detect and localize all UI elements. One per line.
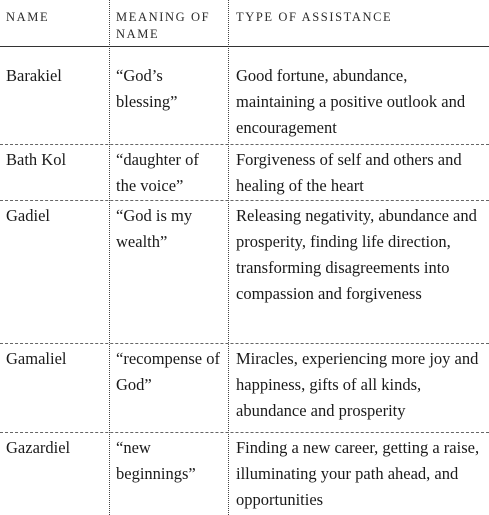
angel-assistance: Miracles, experiencing more joy and happiness, gifts of all kinds, abundance and prosperity xyxy=(236,349,479,420)
row-divider xyxy=(0,144,489,145)
angel-meaning: “God’s blessing” xyxy=(116,66,178,111)
angel-meaning: “new beginnings” xyxy=(116,438,196,483)
angel-name: Bath Kol xyxy=(6,150,67,169)
angel-name: Gazardiel xyxy=(6,438,71,457)
angel-meaning: “God is my wealth” xyxy=(116,206,193,251)
row-divider xyxy=(0,432,489,433)
header-assistance: TYPE OF ASSISTANCE xyxy=(236,10,393,24)
row-divider xyxy=(0,200,489,201)
angel-meaning: “recompense of God” xyxy=(116,349,220,394)
row-divider xyxy=(0,343,489,344)
header-meaning: MEANING OF NAME xyxy=(116,10,211,41)
angel-assistance: Finding a new career, getting a raise, illuminating your path ahead, and opportunities xyxy=(236,438,480,509)
header-name: NAME xyxy=(6,10,50,24)
angel-meaning: “daughter of the voice” xyxy=(116,150,199,195)
angel-name: Barakiel xyxy=(6,66,62,85)
angel-assistance: Forgiveness of self and others and healing of the heart xyxy=(236,150,462,195)
angel-name: Gadiel xyxy=(6,206,50,225)
column-divider-2 xyxy=(228,0,229,515)
column-divider-1 xyxy=(109,0,110,515)
angel-name: Gamaliel xyxy=(6,349,67,368)
angel-assistance: Good fortune, abundance, maintaining a positive outlook and encouragement xyxy=(236,66,466,137)
header-rule xyxy=(0,46,489,47)
angel-assistance: Releasing negativity, abundance and prosperity, finding life direction, transforming disagreements into compassion and forgiveness xyxy=(236,206,477,303)
